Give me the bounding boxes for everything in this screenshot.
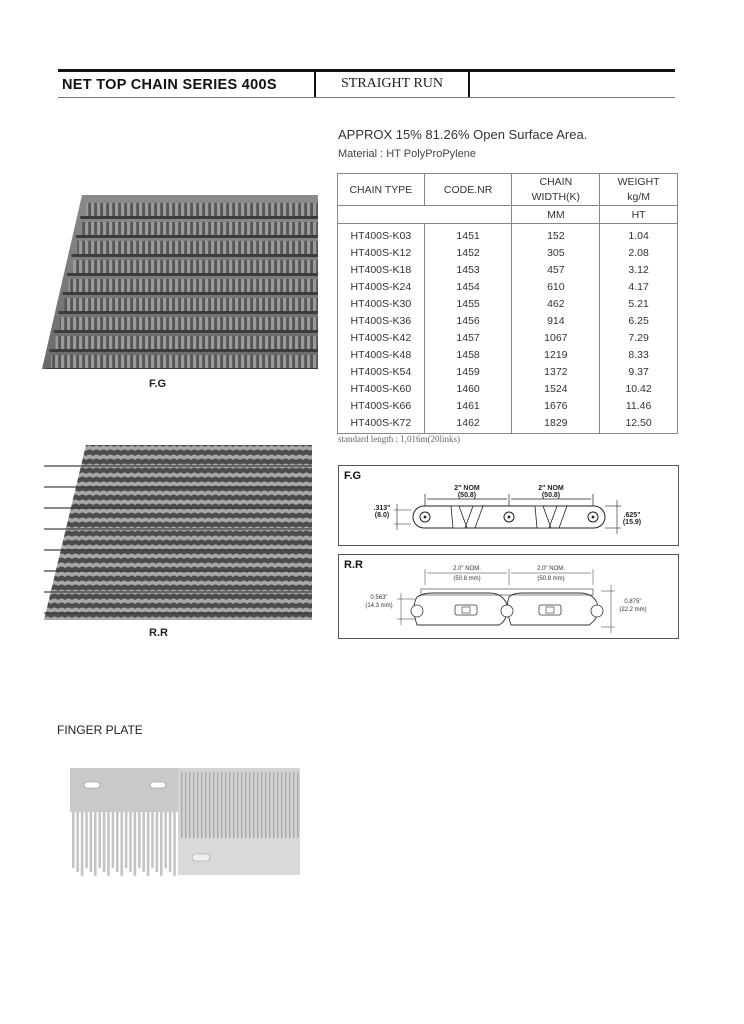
col-header-weight-line1: WEIGHT <box>600 174 678 190</box>
fg-right-dim: .625" <box>623 512 641 519</box>
standard-length-note: standard length : 1,016m(20links) <box>338 434 460 444</box>
weight-cell: 6.25 <box>600 312 678 329</box>
page-subtitle: STRAIGHT RUN <box>340 76 444 91</box>
width-cell: 1524 <box>512 380 600 397</box>
code-cell: 1452 <box>424 244 512 261</box>
table-row <box>338 380 678 397</box>
chain-type-cell: HT400S-K66 <box>338 397 425 414</box>
chain-type-cell: HT400S-K36 <box>338 312 425 329</box>
weight-cell: 11.46 <box>600 397 678 414</box>
code-cell: 1461 <box>424 397 512 414</box>
fg-left-dim-mm: (8.0) <box>374 512 390 519</box>
chain-type-cell: HT400S-K30 <box>338 295 425 312</box>
width-cell: 457 <box>512 261 600 278</box>
width-cell: 1067 <box>512 329 600 346</box>
width-cell: 610 <box>512 278 600 295</box>
weight-cell: 12.50 <box>600 414 678 434</box>
header-divider <box>314 72 316 98</box>
material-text: Material : HT PolyProPylene <box>338 148 476 160</box>
table-row <box>338 397 678 414</box>
rr-pitch-1: 2.0" NOM. <box>453 566 481 572</box>
width-cell: 1829 <box>512 414 600 434</box>
table-row <box>338 261 678 278</box>
chain-type-cell: HT400S-K42 <box>338 329 425 346</box>
open-area-text: APPROX 15% 81.26% Open Surface Area. <box>338 127 588 142</box>
fg-dimension-drawing <box>338 465 679 546</box>
col-header-width-unit: MM <box>512 206 600 224</box>
weight-cell: 9.37 <box>600 363 678 380</box>
width-cell: 462 <box>512 295 600 312</box>
weight-cell: 2.08 <box>600 244 678 261</box>
weight-cell: 1.04 <box>600 224 678 245</box>
rr-pitch-2-mm: (50.8 mm) <box>537 576 565 582</box>
weight-cell: 10.42 <box>600 380 678 397</box>
width-cell: 1372 <box>512 363 600 380</box>
fg-drawing-label: F.G <box>344 470 362 482</box>
rr-chain-photo <box>44 445 312 620</box>
width-cell: 914 <box>512 312 600 329</box>
finger-plate-front-photo <box>70 768 178 880</box>
col-header-code: CODE.NR <box>424 174 512 206</box>
header-bottom-rule <box>58 97 675 98</box>
header-top-rule <box>58 69 675 72</box>
table-row <box>338 363 678 380</box>
col-header-width-line2: WIDTH(K) <box>512 190 600 206</box>
table-row <box>338 329 678 346</box>
chain-type-cell: HT400S-K48 <box>338 346 425 363</box>
table-row <box>338 278 678 295</box>
code-cell: 1457 <box>424 329 512 346</box>
rr-left-dim-mm: (14.3 mm) <box>365 603 393 609</box>
code-cell: 1455 <box>424 295 512 312</box>
code-cell: 1456 <box>424 312 512 329</box>
table-row <box>338 244 678 261</box>
weight-cell: 4.17 <box>600 278 678 295</box>
rr-right-dim: 0.875" <box>624 599 642 605</box>
code-cell: 1462 <box>424 414 512 434</box>
rr-drawing-label: R.R <box>344 559 363 571</box>
code-cell: 1458 <box>424 346 512 363</box>
page-title: NET TOP CHAIN SERIES 400S <box>62 77 277 93</box>
fg-pitch-2: 2" NOM <box>538 485 564 492</box>
col-header-weight-unit: HT <box>600 206 678 224</box>
fg-pitch-2-mm: (50.8) <box>541 492 561 499</box>
rr-pitch-1-mm: (50.8 mm) <box>453 576 481 582</box>
fg-right-dim-mm: (15.9) <box>622 519 642 526</box>
code-cell: 1460 <box>424 380 512 397</box>
table-row <box>338 346 678 363</box>
chain-type-cell: HT400S-K18 <box>338 261 425 278</box>
chain-type-cell: HT400S-K60 <box>338 380 425 397</box>
chain-type-cell: HT400S-K24 <box>338 278 425 295</box>
table-row <box>338 312 678 329</box>
col-header-weight-line2: kg/M <box>600 190 678 206</box>
table-row <box>338 224 678 245</box>
width-cell: 152 <box>512 224 600 245</box>
fg-chain-photo <box>42 195 318 369</box>
weight-cell: 3.12 <box>600 261 678 278</box>
fg-photo-caption: F.G <box>149 378 167 390</box>
header-divider <box>468 72 470 98</box>
rr-photo-caption: R.R <box>149 627 168 639</box>
fg-pitch-1: 2" NOM <box>454 485 480 492</box>
fg-pitch-1-mm: (50.8) <box>457 492 477 499</box>
col-header-chain-type: CHAIN TYPE <box>338 174 425 206</box>
code-cell: 1451 <box>424 224 512 245</box>
table-row <box>338 414 678 434</box>
weight-cell: 7.29 <box>600 329 678 346</box>
code-cell: 1453 <box>424 261 512 278</box>
width-cell: 305 <box>512 244 600 261</box>
rr-left-dim: 0.563" <box>370 595 388 601</box>
table-row <box>338 295 678 312</box>
col-header-spacer <box>338 206 512 224</box>
width-cell: 1676 <box>512 397 600 414</box>
chain-type-cell: HT400S-K12 <box>338 244 425 261</box>
code-cell: 1454 <box>424 278 512 295</box>
chain-type-cell: HT400S-K03 <box>338 224 425 245</box>
finger-plate-back-photo <box>178 768 300 875</box>
width-cell: 1219 <box>512 346 600 363</box>
rr-pitch-2: 2.0" NOM. <box>537 566 565 572</box>
rr-dimension-drawing <box>338 554 679 639</box>
chain-type-cell: HT400S-K72 <box>338 414 425 434</box>
code-cell: 1459 <box>424 363 512 380</box>
weight-cell: 5.21 <box>600 295 678 312</box>
col-header-width-line1: CHAIN <box>512 174 600 190</box>
fg-left-dim: .313" <box>373 505 391 512</box>
finger-plate-title: FINGER PLATE <box>57 723 143 737</box>
rr-right-dim-mm: (22.2 mm) <box>619 607 647 613</box>
weight-cell: 8.33 <box>600 346 678 363</box>
chain-type-cell: HT400S-K54 <box>338 363 425 380</box>
spec-table <box>337 173 678 434</box>
